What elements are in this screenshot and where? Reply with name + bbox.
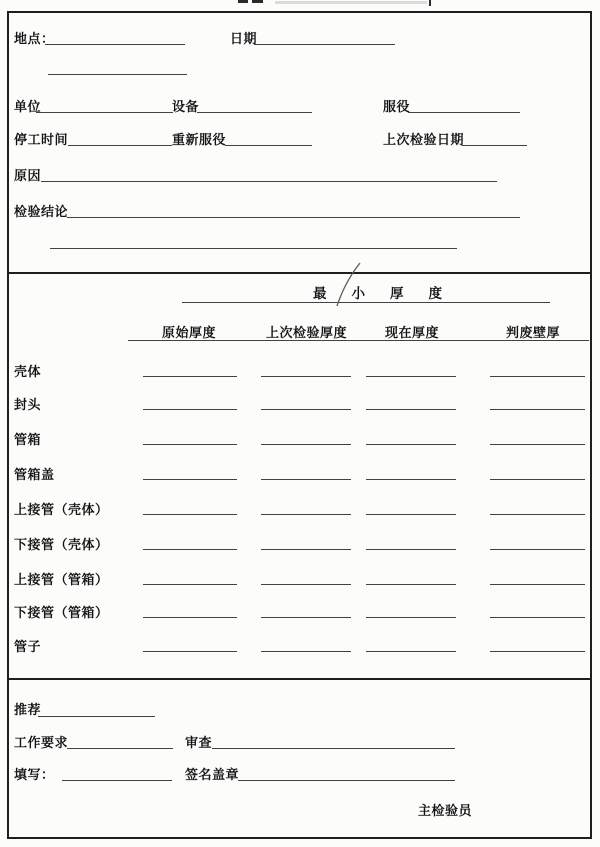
row-label: 管子 (14, 639, 42, 654)
filled-by-field-line (62, 780, 172, 781)
cell-line (366, 617, 456, 618)
cell-line (143, 584, 237, 585)
cell-line (143, 444, 237, 445)
row-label: 下接管（壳体） (14, 537, 109, 552)
row-label: 壳体 (14, 364, 42, 379)
row-label: 管箱 (14, 432, 42, 447)
row-label: 封头 (14, 397, 42, 412)
cell-line (366, 584, 456, 585)
column-header-underline (128, 340, 589, 341)
cell-line (366, 479, 456, 480)
last-inspection-date-field-line (462, 145, 527, 146)
location-continuation-line (48, 74, 187, 75)
recommendation-field-line (38, 716, 155, 717)
cell-line (490, 479, 585, 480)
location-label: 地点： (14, 31, 55, 46)
cell-line (143, 617, 237, 618)
cell-line (261, 651, 351, 652)
shutdown-time-label: 停工时间 (14, 132, 69, 147)
column-header-current-thickness: 现在厚度 (385, 325, 440, 340)
unit-field-line (36, 112, 173, 113)
cell-line (143, 479, 237, 480)
column-header-last-inspection-thickness: 上次检验厚度 (266, 325, 348, 340)
cell-line (490, 651, 585, 652)
row-label: 上接管（管箱） (14, 572, 109, 587)
column-header-original-thickness: 原始厚度 (162, 325, 217, 340)
section-divider-bottom (7, 678, 592, 680)
service-label: 服役 (383, 99, 411, 114)
cell-line (261, 376, 351, 377)
reservice-field-line (225, 145, 312, 146)
location-field-line (45, 44, 185, 45)
cell-line (261, 444, 351, 445)
recommendation-label: 推荐 (14, 702, 42, 717)
cell-line (261, 409, 351, 410)
reservice-label: 重新服役 (172, 132, 227, 147)
service-field-line (408, 112, 520, 113)
last-inspection-date-label: 上次检验日期 (383, 132, 465, 147)
cell-line (143, 376, 237, 377)
cell-line (366, 376, 456, 377)
cutoff-title-fragment (238, 0, 248, 3)
cell-line (490, 584, 585, 585)
filled-by-label: 填写： (14, 767, 55, 782)
date-field-line (254, 44, 395, 45)
chief-inspector-label: 主检验员 (418, 803, 473, 818)
thickness-title-underline (182, 302, 550, 303)
equipment-label: 设备 (172, 99, 200, 114)
stray-pen-mark (328, 260, 366, 308)
thickness-table-title: 最小厚度 (313, 286, 467, 301)
cell-line (366, 549, 456, 550)
signature-seal-label: 签名盖章 (185, 767, 240, 782)
equipment-field-line (197, 112, 312, 113)
signature-seal-field-line (238, 780, 455, 781)
cell-line (366, 651, 456, 652)
section-divider-top (7, 272, 592, 274)
cell-line (366, 409, 456, 410)
unit-label: 单位 (14, 99, 42, 114)
cell-line (261, 549, 351, 550)
cell-line (366, 514, 456, 515)
row-label: 下接管（管箱） (14, 605, 109, 620)
cell-line (490, 376, 585, 377)
cell-line (366, 444, 456, 445)
reason-label: 原因 (14, 168, 42, 183)
cell-line (490, 549, 585, 550)
cell-line (143, 651, 237, 652)
reason-field-line (41, 181, 497, 182)
row-label: 上接管（壳体） (14, 502, 109, 517)
work-requirements-label: 工作要求 (14, 735, 69, 750)
review-label: 审查 (185, 735, 213, 750)
cell-line (143, 549, 237, 550)
cutoff-title-fragment (252, 0, 263, 3)
cell-line (143, 514, 237, 515)
cell-line (490, 409, 585, 410)
cell-line (490, 617, 585, 618)
cell-line (490, 444, 585, 445)
cutoff-title-underline-fragment (275, 1, 427, 4)
cell-line (261, 584, 351, 585)
form-border (7, 11, 592, 839)
review-field-line (212, 748, 455, 749)
date-label: 日期 (230, 31, 258, 46)
shutdown-time-field-line (68, 145, 172, 146)
cell-line (261, 617, 351, 618)
conclusion-label: 检验结论 (14, 204, 69, 219)
cutoff-title-tick-fragment (429, 0, 431, 6)
conclusion-field-line (67, 217, 520, 218)
row-label: 管箱盖 (14, 467, 55, 482)
cell-line (490, 514, 585, 515)
cell-line (261, 514, 351, 515)
column-header-rejection-wall-thickness: 判废壁厚 (506, 325, 561, 340)
cell-line (143, 409, 237, 410)
cell-line (261, 479, 351, 480)
work-requirements-field-line (67, 748, 173, 749)
conclusion-continuation-line (50, 248, 457, 249)
